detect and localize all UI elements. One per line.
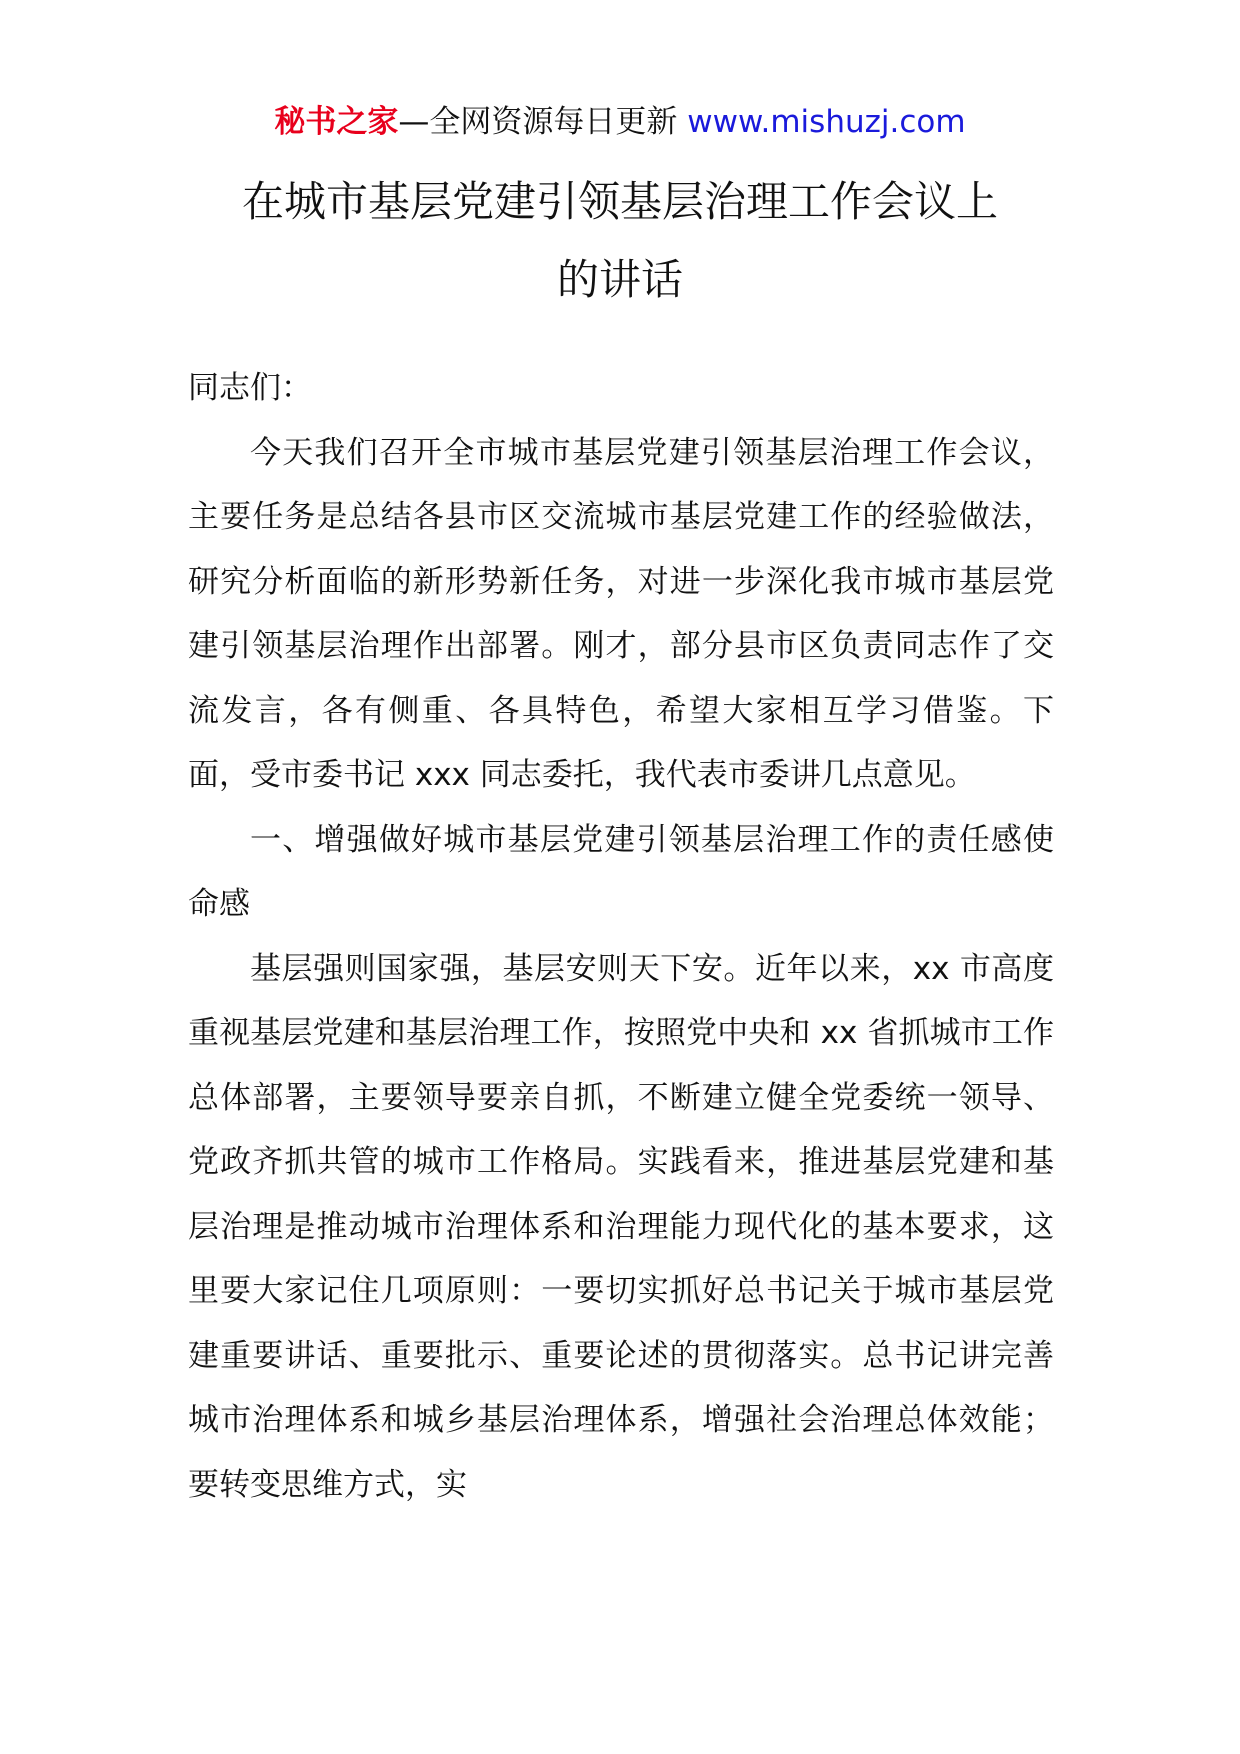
- document-body: [188, 356, 1054, 1517]
- salutation: 同志们：: [188, 370, 312, 406]
- document-title: [180, 163, 1060, 319]
- paragraph-intro: 今天我们召开全市城市基层党建引领基层治理工作会议，主要任务是总结各县市区交流城市基层党建工作的经验做法，研究分析面临的新形势新任务，对进一步深化我市城市基层党建引领基层治理作出部署。刚才，部分县市区负责同志作了交流发言，各有侧重、各具特色，希望大家相互学习借鉴。下面，受市委书记 xxx 同志委托，我代表市委讲几点意见。: [188, 434, 1054, 793]
- header-slogan: —全网资源每日更新: [398, 104, 678, 140]
- website-link[interactable]: www.mishuzj.com: [687, 104, 966, 140]
- title-line-1: 在城市基层党建引领基层治理工作会议上: [241, 177, 998, 226]
- page-header: [0, 100, 1240, 144]
- section-heading-1: 一、增强做好城市基层党建引领基层治理工作的责任感使命感: [188, 821, 1054, 922]
- paragraph-section-1: 基层强则国家强，基层安则天下安。近年以来，xx 市高度重视基层党建和基层治理工作，按照党中央和 xx 省抓城市工作总体部署，主要领导要亲自抓，不断建立健全党委统一领导、党政齐抓共管的城市工作格局。实践看来，推进基层党建和基层治理是推动城市治理体系和治理能力现代化的基本要求，这里要大家记住几项原则：一要切实抓好总书记关于城市基层党建重要讲话、重要批示、重要论述的贯彻落实。总书记讲完善城市治理体系和城乡基层治理体系，增强社会治理总体效能；要转变思维方式，实: [188, 950, 1054, 1503]
- title-line-2: 的讲话: [556, 255, 683, 304]
- brand-name: 秘书之家: [274, 104, 399, 140]
